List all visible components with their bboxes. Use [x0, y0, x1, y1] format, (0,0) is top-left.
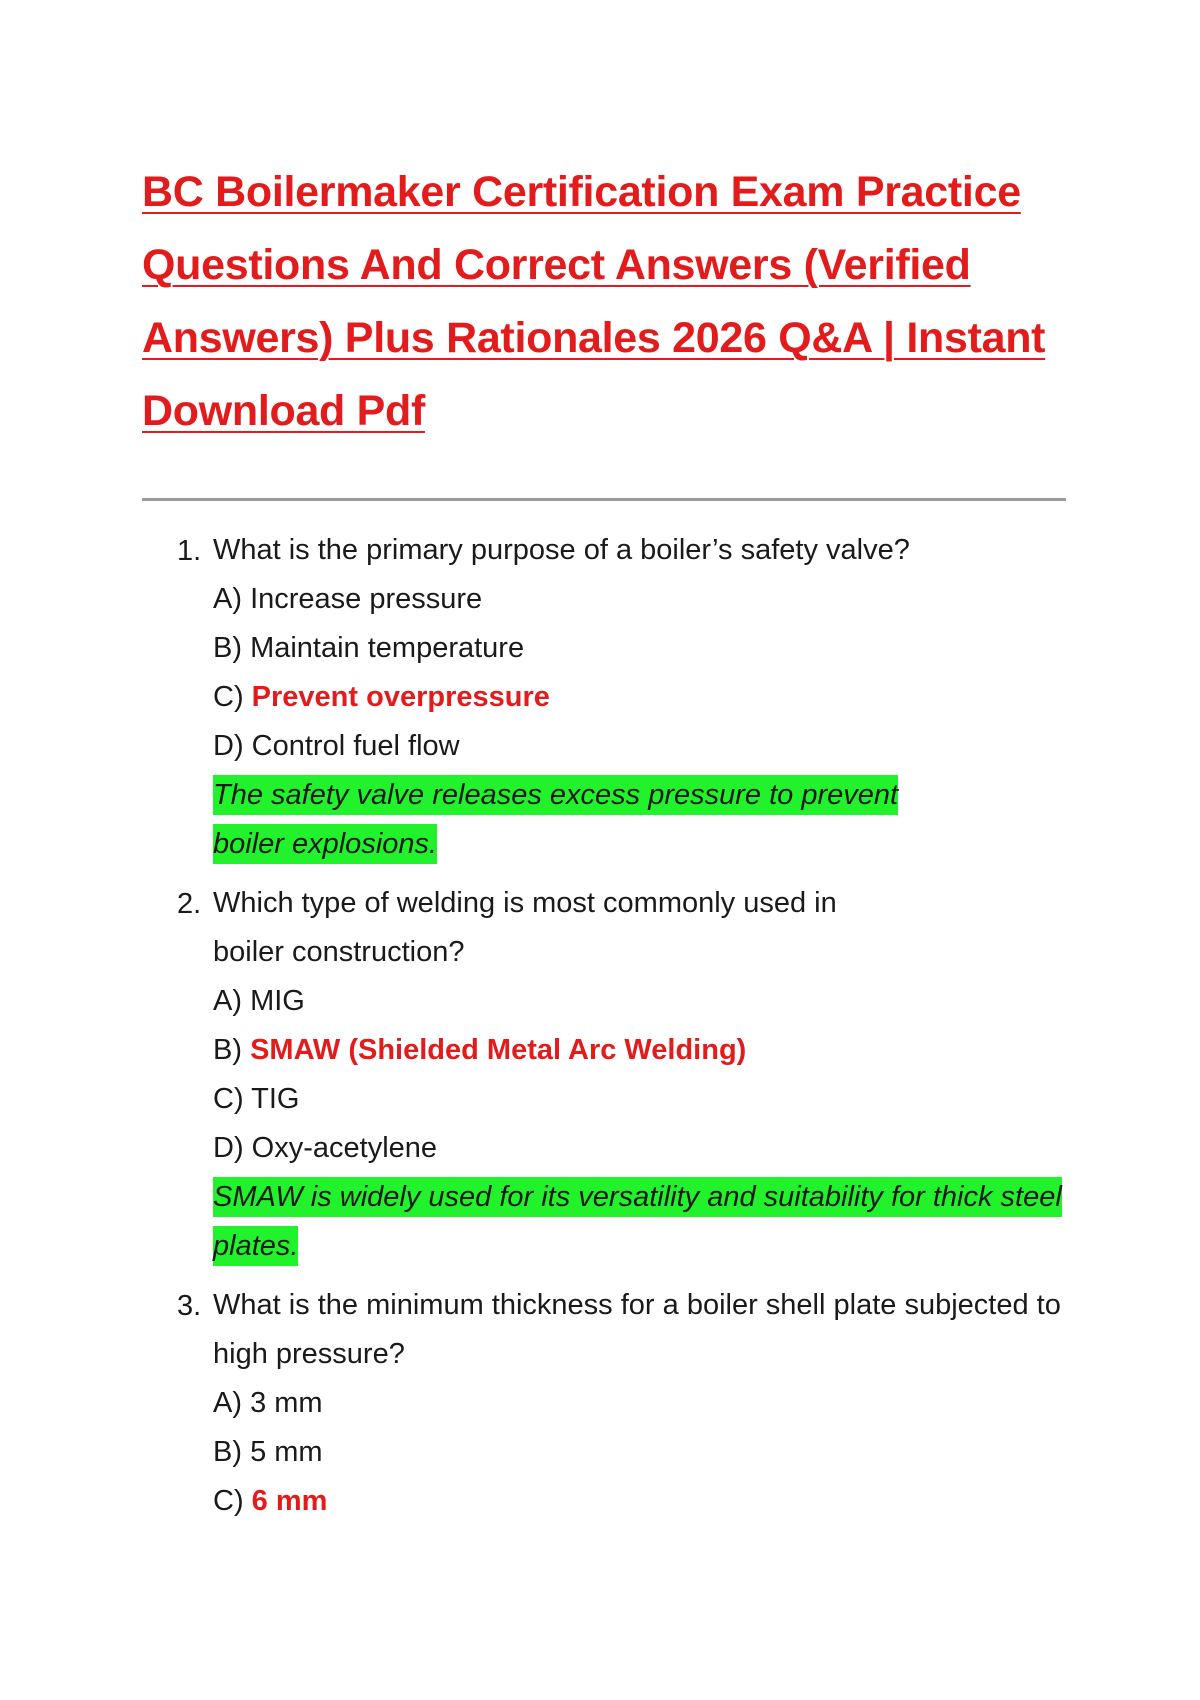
- option-text: 3 mm: [250, 1387, 323, 1419]
- correct-option-text: Prevent overpressure: [251, 681, 550, 713]
- question-list: [0, 526, 1200, 1536]
- option-text: Increase pressure: [250, 583, 483, 615]
- option-letter: C): [213, 1083, 244, 1115]
- question-number: 1.: [177, 535, 202, 567]
- option-text: Maintain temperature: [250, 632, 525, 664]
- rationale: [213, 771, 973, 869]
- rationale-text: The safety valve releases excess pressure to prevent boiler explosions.: [213, 775, 898, 864]
- answer-option-correct: [213, 1477, 1063, 1526]
- answer-option: [213, 624, 1063, 673]
- document-title: [142, 156, 1072, 448]
- option-letter: D): [213, 730, 244, 762]
- option-text: 5 mm: [250, 1436, 323, 1468]
- rationale: [213, 1173, 1073, 1271]
- option-letter: A): [213, 583, 242, 615]
- option-letter: B): [213, 1034, 242, 1066]
- document-title-text: BC Boilermaker Certification Exam Practice Questions And Correct Answers (Verified Answers) Plus Rationales 2026 Q&A | Instant Download Pdf: [142, 168, 1046, 435]
- correct-option-text: SMAW (Shielded Metal Arc Welding): [250, 1034, 747, 1066]
- answer-option: [213, 977, 1063, 1026]
- question-item: [0, 526, 1063, 869]
- question-item: [0, 1281, 1063, 1526]
- option-letter: A): [213, 985, 242, 1017]
- option-letter: B): [213, 632, 242, 664]
- option-letter: D): [213, 1132, 244, 1164]
- question-text: What is the minimum thickness for a boiler shell plate subjected to high pressure?: [213, 1289, 1061, 1370]
- question-text: Which type of welding is most commonly used in boiler construction?: [213, 887, 837, 968]
- horizontal-divider: [142, 498, 1066, 501]
- option-text: TIG: [251, 1083, 300, 1115]
- answer-option: [213, 1428, 1063, 1477]
- answer-option: [213, 1075, 1063, 1124]
- option-letter: C): [213, 681, 244, 713]
- question-number: 3.: [177, 1290, 202, 1322]
- answer-option: [213, 1124, 1063, 1173]
- answer-option-correct: [213, 1026, 1063, 1075]
- option-letter: A): [213, 1387, 242, 1419]
- answer-option: [213, 722, 1063, 771]
- answer-option: [213, 1379, 1063, 1428]
- question-text: What is the primary purpose of a boiler’s safety valve?: [213, 534, 910, 566]
- rationale-text: SMAW is widely used for its versatility and suitability for thick steel plates.: [213, 1177, 1062, 1266]
- answer-option-correct: [213, 673, 1063, 722]
- option-text: Control fuel flow: [251, 730, 460, 762]
- question-number: 2.: [177, 888, 202, 920]
- question-item: [0, 879, 1063, 1271]
- answer-option: [213, 575, 1063, 624]
- option-letter: B): [213, 1436, 242, 1468]
- option-letter: C): [213, 1485, 244, 1517]
- option-text: MIG: [250, 985, 305, 1017]
- correct-option-text: 6 mm: [251, 1485, 328, 1517]
- option-text: Oxy-acetylene: [251, 1132, 438, 1164]
